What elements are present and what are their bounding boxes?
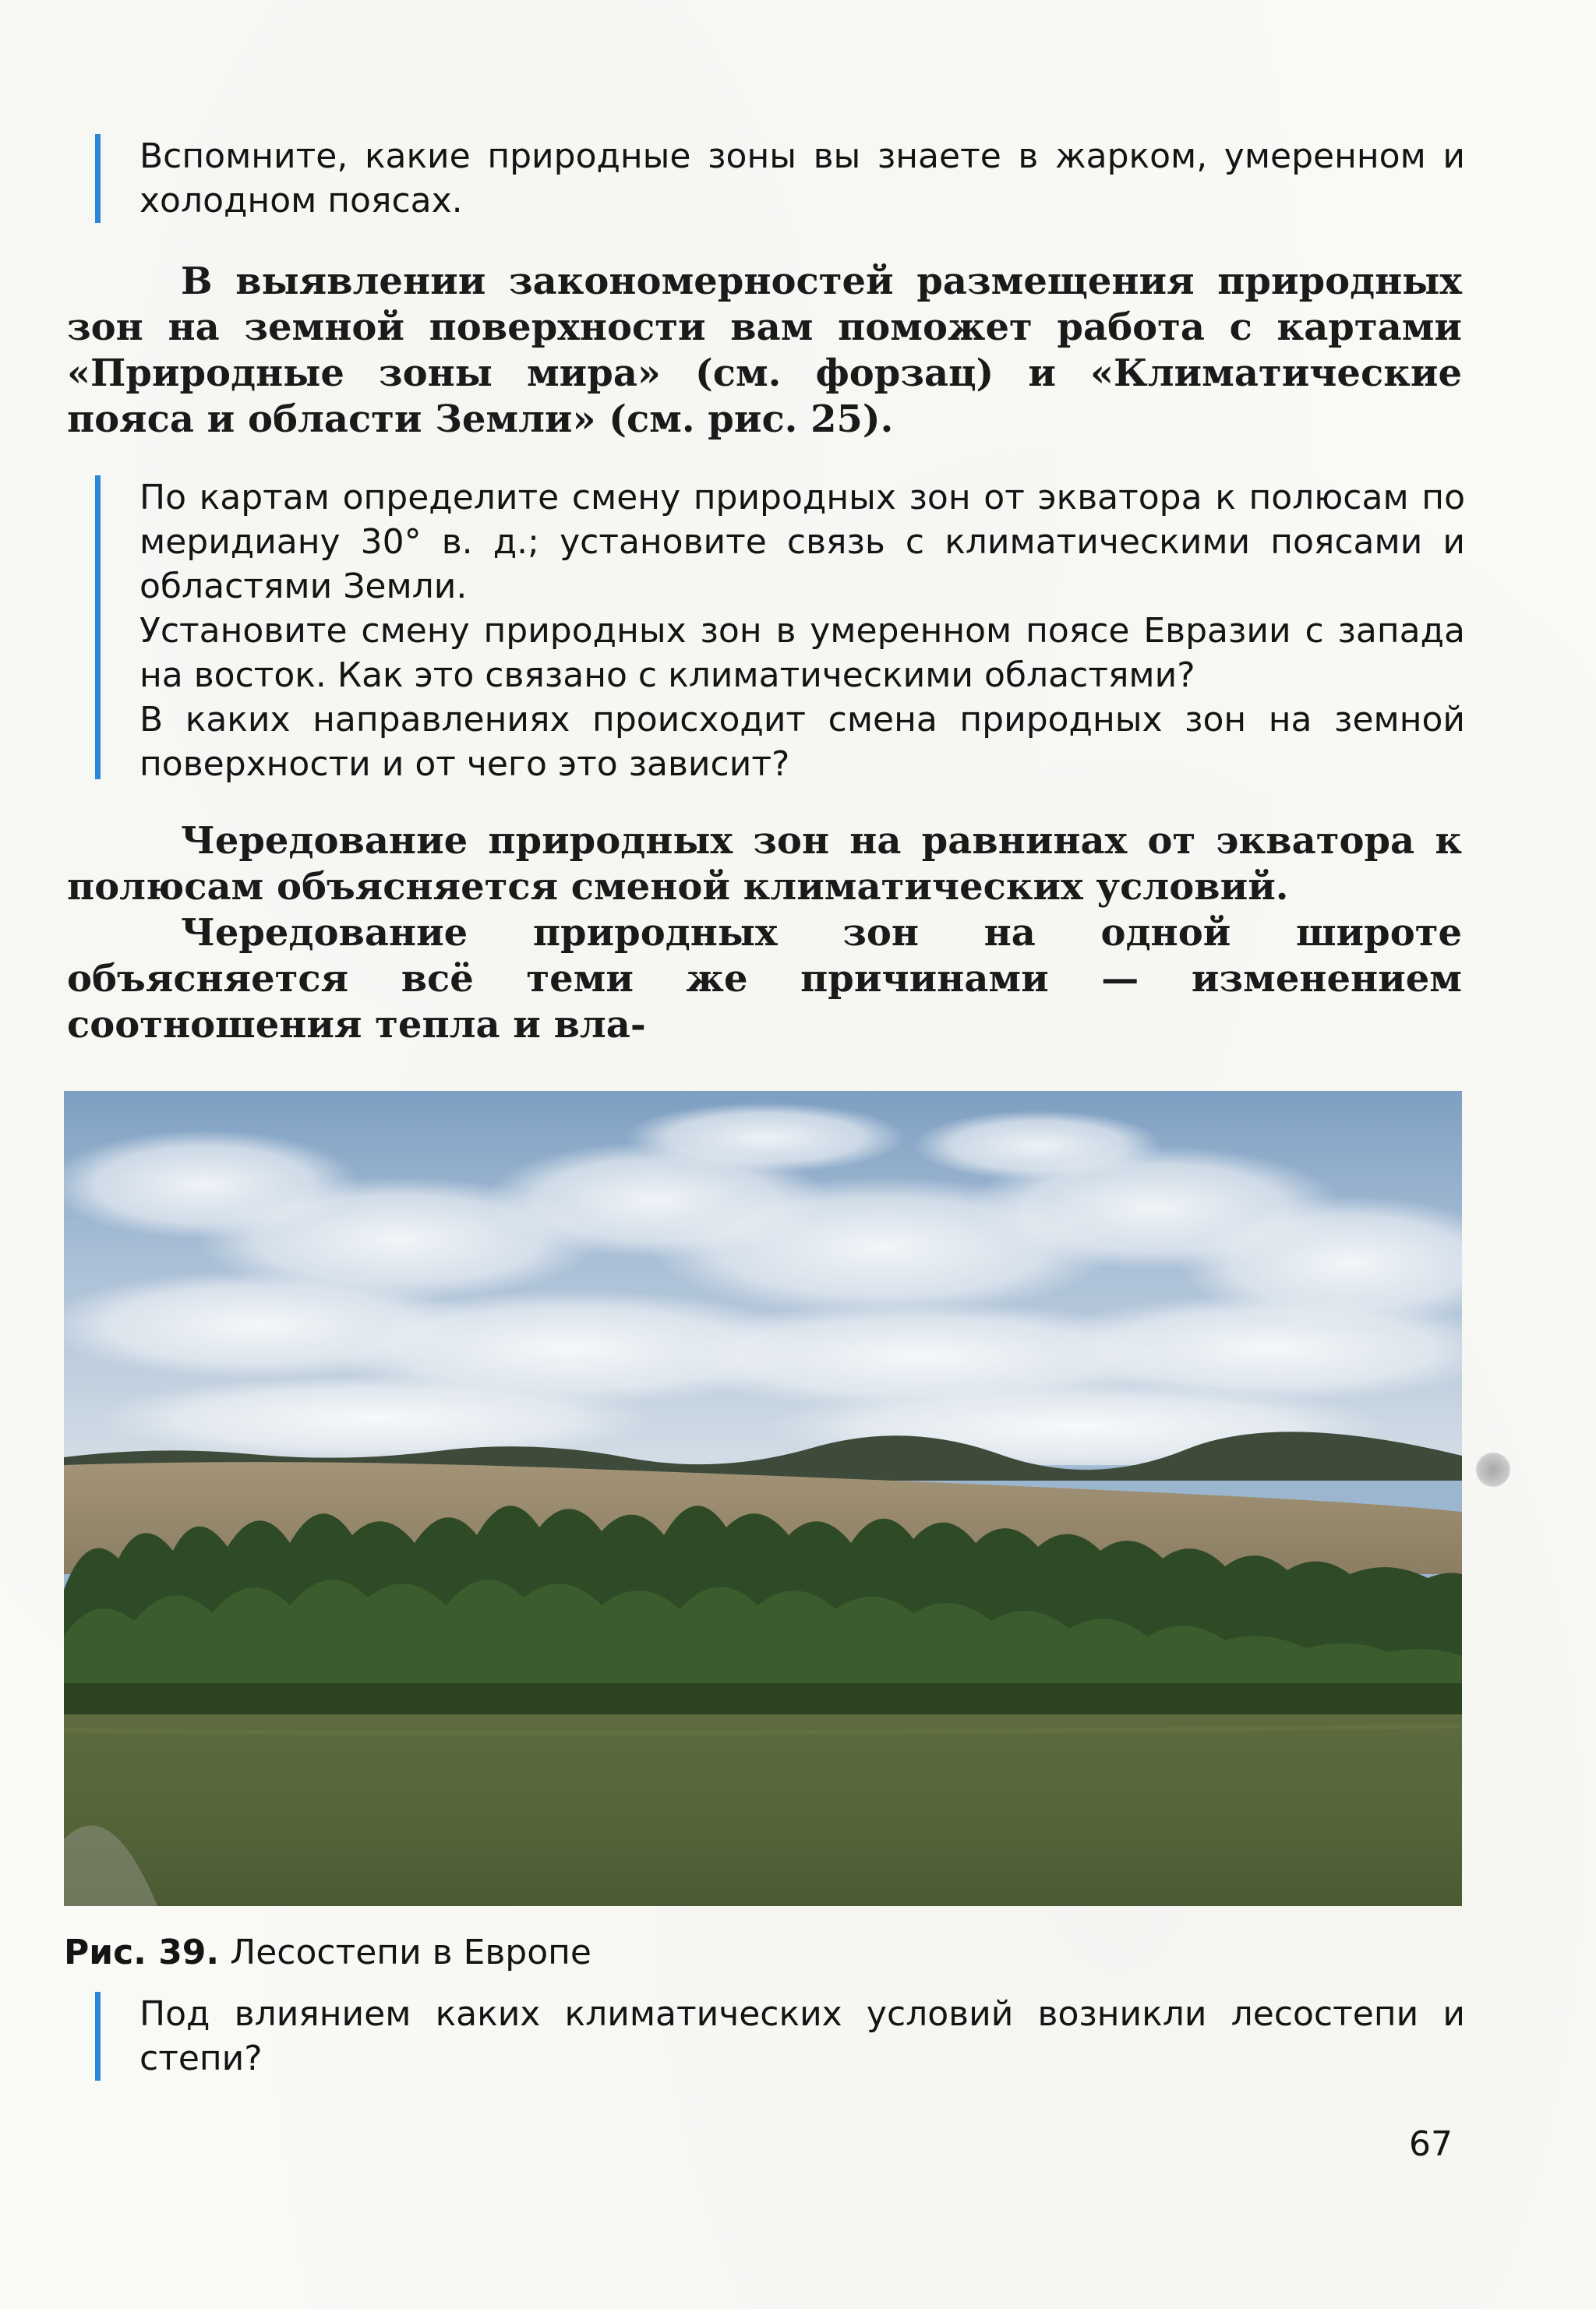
figure-caption	[64, 1931, 591, 1975]
recall-question: Вспомните, какие природные зоны вы знаете в жарком, умеренном и холодном поясах.	[139, 136, 1465, 221]
tasks-callout	[95, 475, 1465, 784]
recall-callout	[95, 134, 1465, 223]
paragraph-latitudinal: Чередование природных зон на равнинах от экватора к полюсам объясняется сменой климатических условий.	[67, 819, 1462, 909]
paragraph-maps: В выявлении закономерностей размещения природных зон на земной поверхности вам поможет работа с картами «Природные зоны мира» (см. форзац) и «Климатические пояса и области Земли» (см. рис. 25).	[67, 259, 1462, 441]
forest-steppe-illustration	[64, 1091, 1462, 1906]
scan-spot	[1476, 1453, 1510, 1487]
page-number: 67	[1409, 2124, 1453, 2164]
climate-question: Под влиянием каких климатических условий возникли лесостепи и степи?	[139, 1994, 1465, 2078]
figure-number: Рис. 39.	[64, 1933, 220, 1972]
climate-question-callout	[95, 1992, 1465, 2081]
figure-title: Лесостепи в Европе	[230, 1933, 591, 1972]
paragraph-same-latitude: Чередование природных зон на одной широте объясняется всё теми же причинами — изменением соотношения тепла и вла-	[67, 911, 1462, 1047]
forest-steppe-photo	[64, 1091, 1462, 1906]
task-meridian: По картам определите смену природных зон от экватора к полюсам по меридиану 30° в. д.; установите связь с климатическими поясами и областями Земли.	[139, 478, 1465, 606]
main-text	[67, 818, 1462, 1048]
task-eurasia: Установите смену природных зон в умеренном поясе Евразии с запада на восток. Как это связано с климатическими областями?	[139, 611, 1465, 695]
task-directions: В каких направлениях происходит смена природных зон на земной поверхности и от чего это зависит?	[139, 700, 1465, 784]
intro-paragraph	[67, 259, 1462, 443]
